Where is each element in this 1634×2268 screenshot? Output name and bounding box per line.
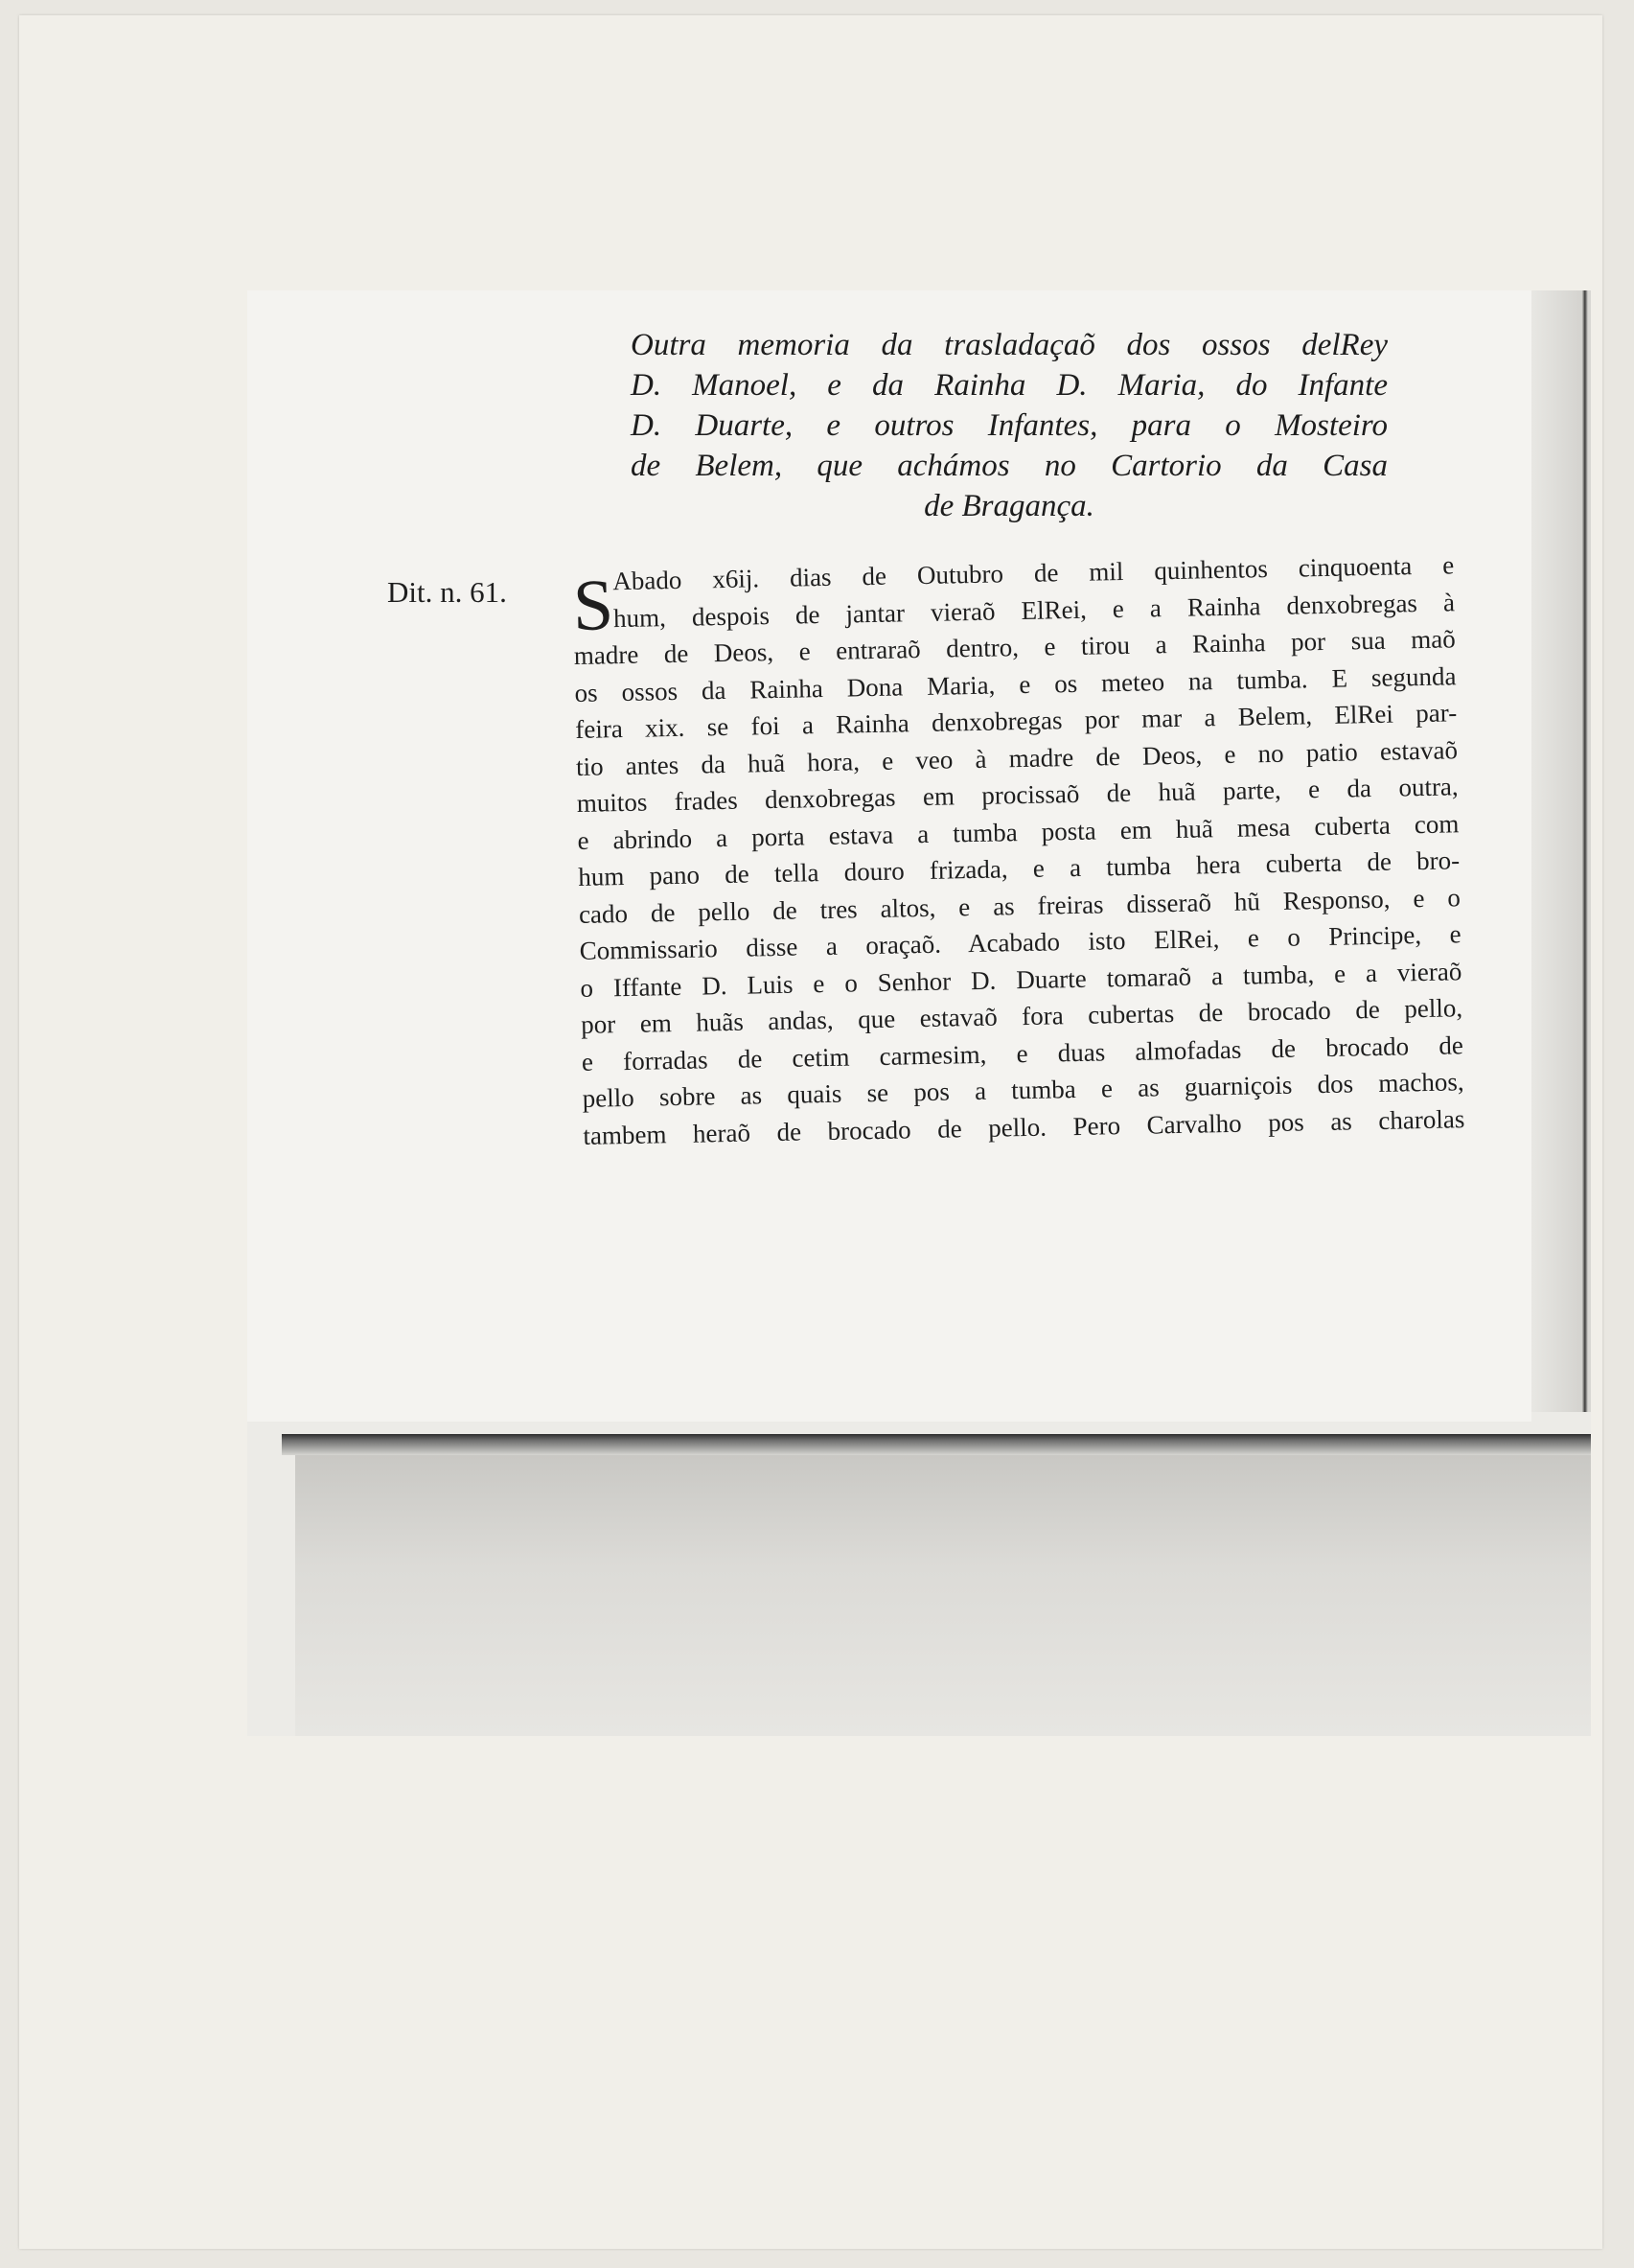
body-line: muitos frades denxobregas em procissaõ de huã parte, e da outra, xyxy=(576,772,1459,818)
body-line: Abado x6ij. dias de Outubro de mil quinhentos cinquoenta e xyxy=(612,550,1455,596)
margin-reference: Dit. n. 61. xyxy=(387,575,507,609)
body-line: Commissario disse a oraçaõ. Acabado isto ElRei, e o Principe, e xyxy=(579,919,1461,965)
body-line: os ossos da Rainha Dona Maria, e os meteo na tumba. E segunda xyxy=(574,660,1457,707)
document-title xyxy=(631,325,1388,526)
drop-cap: S xyxy=(572,565,614,646)
clipping-bottom-edge xyxy=(282,1434,1591,1455)
body-line: e forradas de cetim carmesim, e duas almofadas de brocado de xyxy=(581,1030,1464,1076)
title-line: D. Duarte, e outros Infantes, para o Mosteiro xyxy=(631,408,1388,443)
body-text xyxy=(572,546,1465,1154)
body-line: hum, despois de jantar vieraõ ElRei, e a Rainha denxobregas à xyxy=(612,587,1456,633)
body-line: tambem heraõ de brocado de pello. Pero Carvalho pos as charolas xyxy=(583,1103,1465,1150)
title-line: de Bragança. xyxy=(924,489,1094,523)
body-line: cado de pello de tres altos, e as freiras disseraõ hũ Responso, e o xyxy=(578,882,1461,929)
body-line: hum pano de tella douro frizada, e a tumba hera cuberta de bro- xyxy=(577,845,1461,891)
body-line: e abrindo a porta estava a tumba posta em huã mesa cuberta com xyxy=(577,808,1460,855)
title-line: Outra memoria da trasladaçaõ dos ossos delRey xyxy=(631,328,1388,362)
album-page xyxy=(19,15,1602,2249)
body-line: tio antes da huã hora, e veo à madre de Deos, e no patio estavaõ xyxy=(575,734,1459,781)
clipping-right-edge xyxy=(1531,290,1591,1412)
body-line: madre de Deos, e entraraõ dentro, e tirou a Rainha por sua maõ xyxy=(573,624,1456,670)
title-line: de Belem, que achámos no Cartorio da Casa xyxy=(631,449,1388,483)
body-line: feira xix. se foi a Rainha denxobregas por mar a Belem, ElRei par- xyxy=(575,698,1458,744)
pasted-clipping xyxy=(247,290,1591,1736)
body-line: pello sobre as quais se pos a tumba e as guarniçois dos machos, xyxy=(582,1067,1464,1113)
title-line: D. Manoel, e da Rainha D. Maria, do Infante xyxy=(631,368,1388,403)
body-line: o Iffante D. Luis e o Senhor D. Duarte tomaraõ a tumba, e a vieraõ xyxy=(580,956,1462,1003)
body-line: por em huãs andas, que estavaõ fora cubertas de brocado de pello, xyxy=(580,993,1463,1039)
clipping-shadow-area xyxy=(295,1455,1591,1736)
